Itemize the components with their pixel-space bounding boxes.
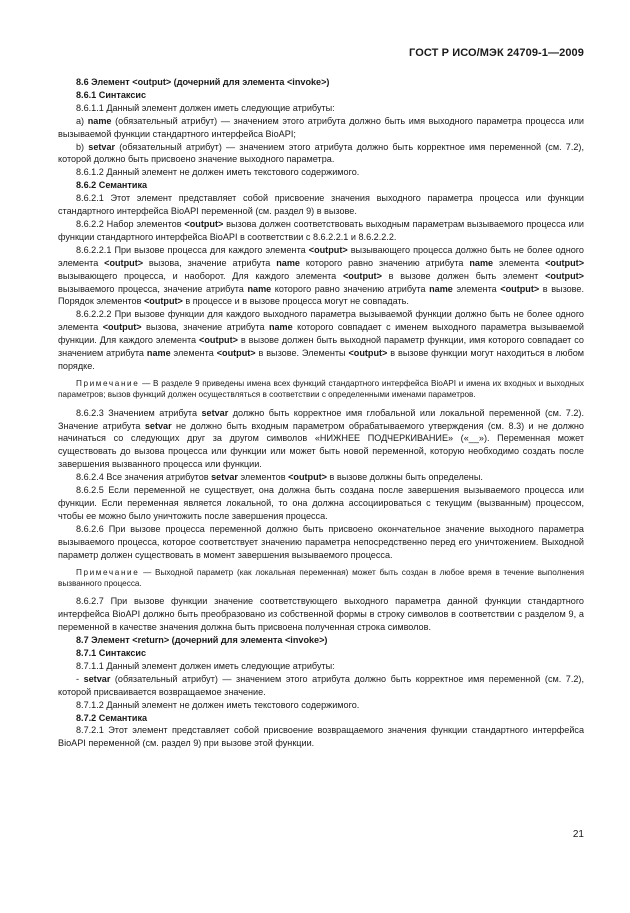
document-body <box>58 76 584 750</box>
note-paragraph: Примечание — В разделе 9 приведены имена всех функций стандартного интерфейса BioAPI и имена их входных и выходных параметров; вызов функций должен осуществляться в соответствии с определенными именами параметров. <box>58 378 584 400</box>
page-number: 21 <box>572 829 584 840</box>
body-paragraph: 8.6.2.2.2 При вызове функции для каждого выходного параметра вызываемой функции должно быть не более одного элемента <output> вызова, значение атрибута name которого совпадает с именем выходного параметра вызываемой функции. Для каждого элемента <output> в вызове должен быть выходной параметр функции, имя которого совпадает со значением атрибута name элемента <output> в вызове. Элементы <output> в вызове функции могут находиться в любом порядке. <box>58 309 585 371</box>
section-heading: 8.7 Элемент <return> (дочерний для элемента <invoke>) <box>76 635 328 646</box>
body-paragraph: 8.6.2.2.1 При вызове процесса для каждого элемента <output> вызывающего процесса должно быть не более одного элемента <output> вызова, значение атрибута name которого равно значению атрибута name элемента <output> вызывающего процесса, и наоборот. Для каждого элемента <output> в вызове должен быть элемент <output> вызываемого процесса, значение атрибута name которого равно значению атрибута name элемента <output> в вызове. Порядок элементов <output> в процессе и в вызове процесса могут не совпадать. <box>58 244 585 307</box>
body-paragraph: 8.6.2.6 При вызове процесса переменной должно быть присвоено окончательное значение выходного параметра вызываемого процесса, которое соответствует значению параметра непосредственно перед его уничтожением. Выходной параметр должен существовать в момент завершения вызываемого процесса. <box>58 523 584 560</box>
note-paragraph: Примечание — Выходной параметр (как локальная переменная) может быть создан в любое время в течение выполнения вызванного процесса. <box>58 567 584 588</box>
section-heading: 8.6.2 Семантика <box>76 180 148 191</box>
section-heading: 8.7.2 Семантика <box>76 712 148 723</box>
section-heading: 8.6 Элемент <output> (дочерний для элемента <invoke>) <box>76 77 330 87</box>
body-paragraph: 8.6.1.1 Данный элемент должен иметь следующие атрибуты: <box>76 102 335 113</box>
body-paragraph: 8.6.2.3 Значением атрибута setvar должно быть корректное имя глобальной или локальной переменной (см. 7.2). Значение атрибута setvar не должно быть входным параметром обрабатываемого утверждения (см. 8.3) и не должно начинаться со следующих друг за другом символов «НИЖНЕЕ ПОДЧЕРКИВАНИЕ» («__»). Переменная может существовать до вызова процесса или функции или может быть новой переменной, которую необходимо создать после завершения вызванного процесса или функции. <box>58 407 584 470</box>
body-paragraph: 8.6.2.4 Все значения атрибутов setvar элементов <output> в вызове должны быть определены. <box>76 472 483 483</box>
section-heading: 8.6.1 Синтаксис <box>76 89 147 100</box>
standard-designation: ГОСТ Р ИСО/МЭК 24709-1—2009 <box>409 47 584 59</box>
body-paragraph: a) name (обязательный атрибут) — значением этого атрибута должно быть имя выходного параметра процесса или вызываемой функции стандартного интерфейса BioAPI; <box>58 115 584 139</box>
body-paragraph: 8.7.1.1 Данный элемент должен иметь следующие атрибуты: <box>76 660 335 671</box>
body-paragraph: 8.6.2.2 Набор элементов <output> вызова должен соответствовать выходным параметрам вызываемого процесса или функции стандартного интерфейса BioAPI в соответствии с 8.6.2.2.1 и 8.6.2.2.2. <box>58 218 584 242</box>
section-heading: 8.7.1 Синтаксис <box>76 647 147 658</box>
body-paragraph: 8.7.2.1 Этот элемент представляет собой присвоение возвращаемого значения функции стандартного интерфейса BioAPI переменной (см. раздел 9) при вызове этой функции. <box>58 725 584 749</box>
body-paragraph: 8.7.1.2 Данный элемент не должен иметь текстового содержимого. <box>76 699 360 710</box>
body-paragraph: 8.6.2.5 Если переменной не существует, она должна быть создана после завершения вызываемого процесса или функции. Если переменная является локальной, то она должна ассоциироваться с текущим (вызванным) процессом, чтобы ее можно было уничтожить после завершения процесса. <box>58 485 584 521</box>
body-paragraph: 8.6.2.7 При вызове функции значение соответствующего выходного параметра данной функции стандартного интерфейса BioAPI должно быть преобразовано из собственной формы в строку символов в соответствии с разделом 9, а переменной в качестве значения должна быть присвоена полученная строка символов. <box>58 596 584 633</box>
body-paragraph: 8.6.2.1 Этот элемент представляет собой присвоение значения выходного параметра процесса или функции стандартного интерфейса BioAPI переменной (см. раздел 9) в вызове. <box>58 193 584 217</box>
body-paragraph: b) setvar (обязательный атрибут) — значением этого атрибута должно быть корректное имя переменной (см. 7.2), которой должно быть присвоено значение выходного параметра. <box>58 141 584 165</box>
body-paragraph: - setvar (обязательный атрибут) — значением этого атрибута должно быть корректное имя переменной (см. 7.2), которой присваивается возвращаемое значение. <box>58 673 584 697</box>
body-paragraph: 8.6.1.2 Данный элемент не должен иметь текстового содержимого. <box>76 167 360 178</box>
